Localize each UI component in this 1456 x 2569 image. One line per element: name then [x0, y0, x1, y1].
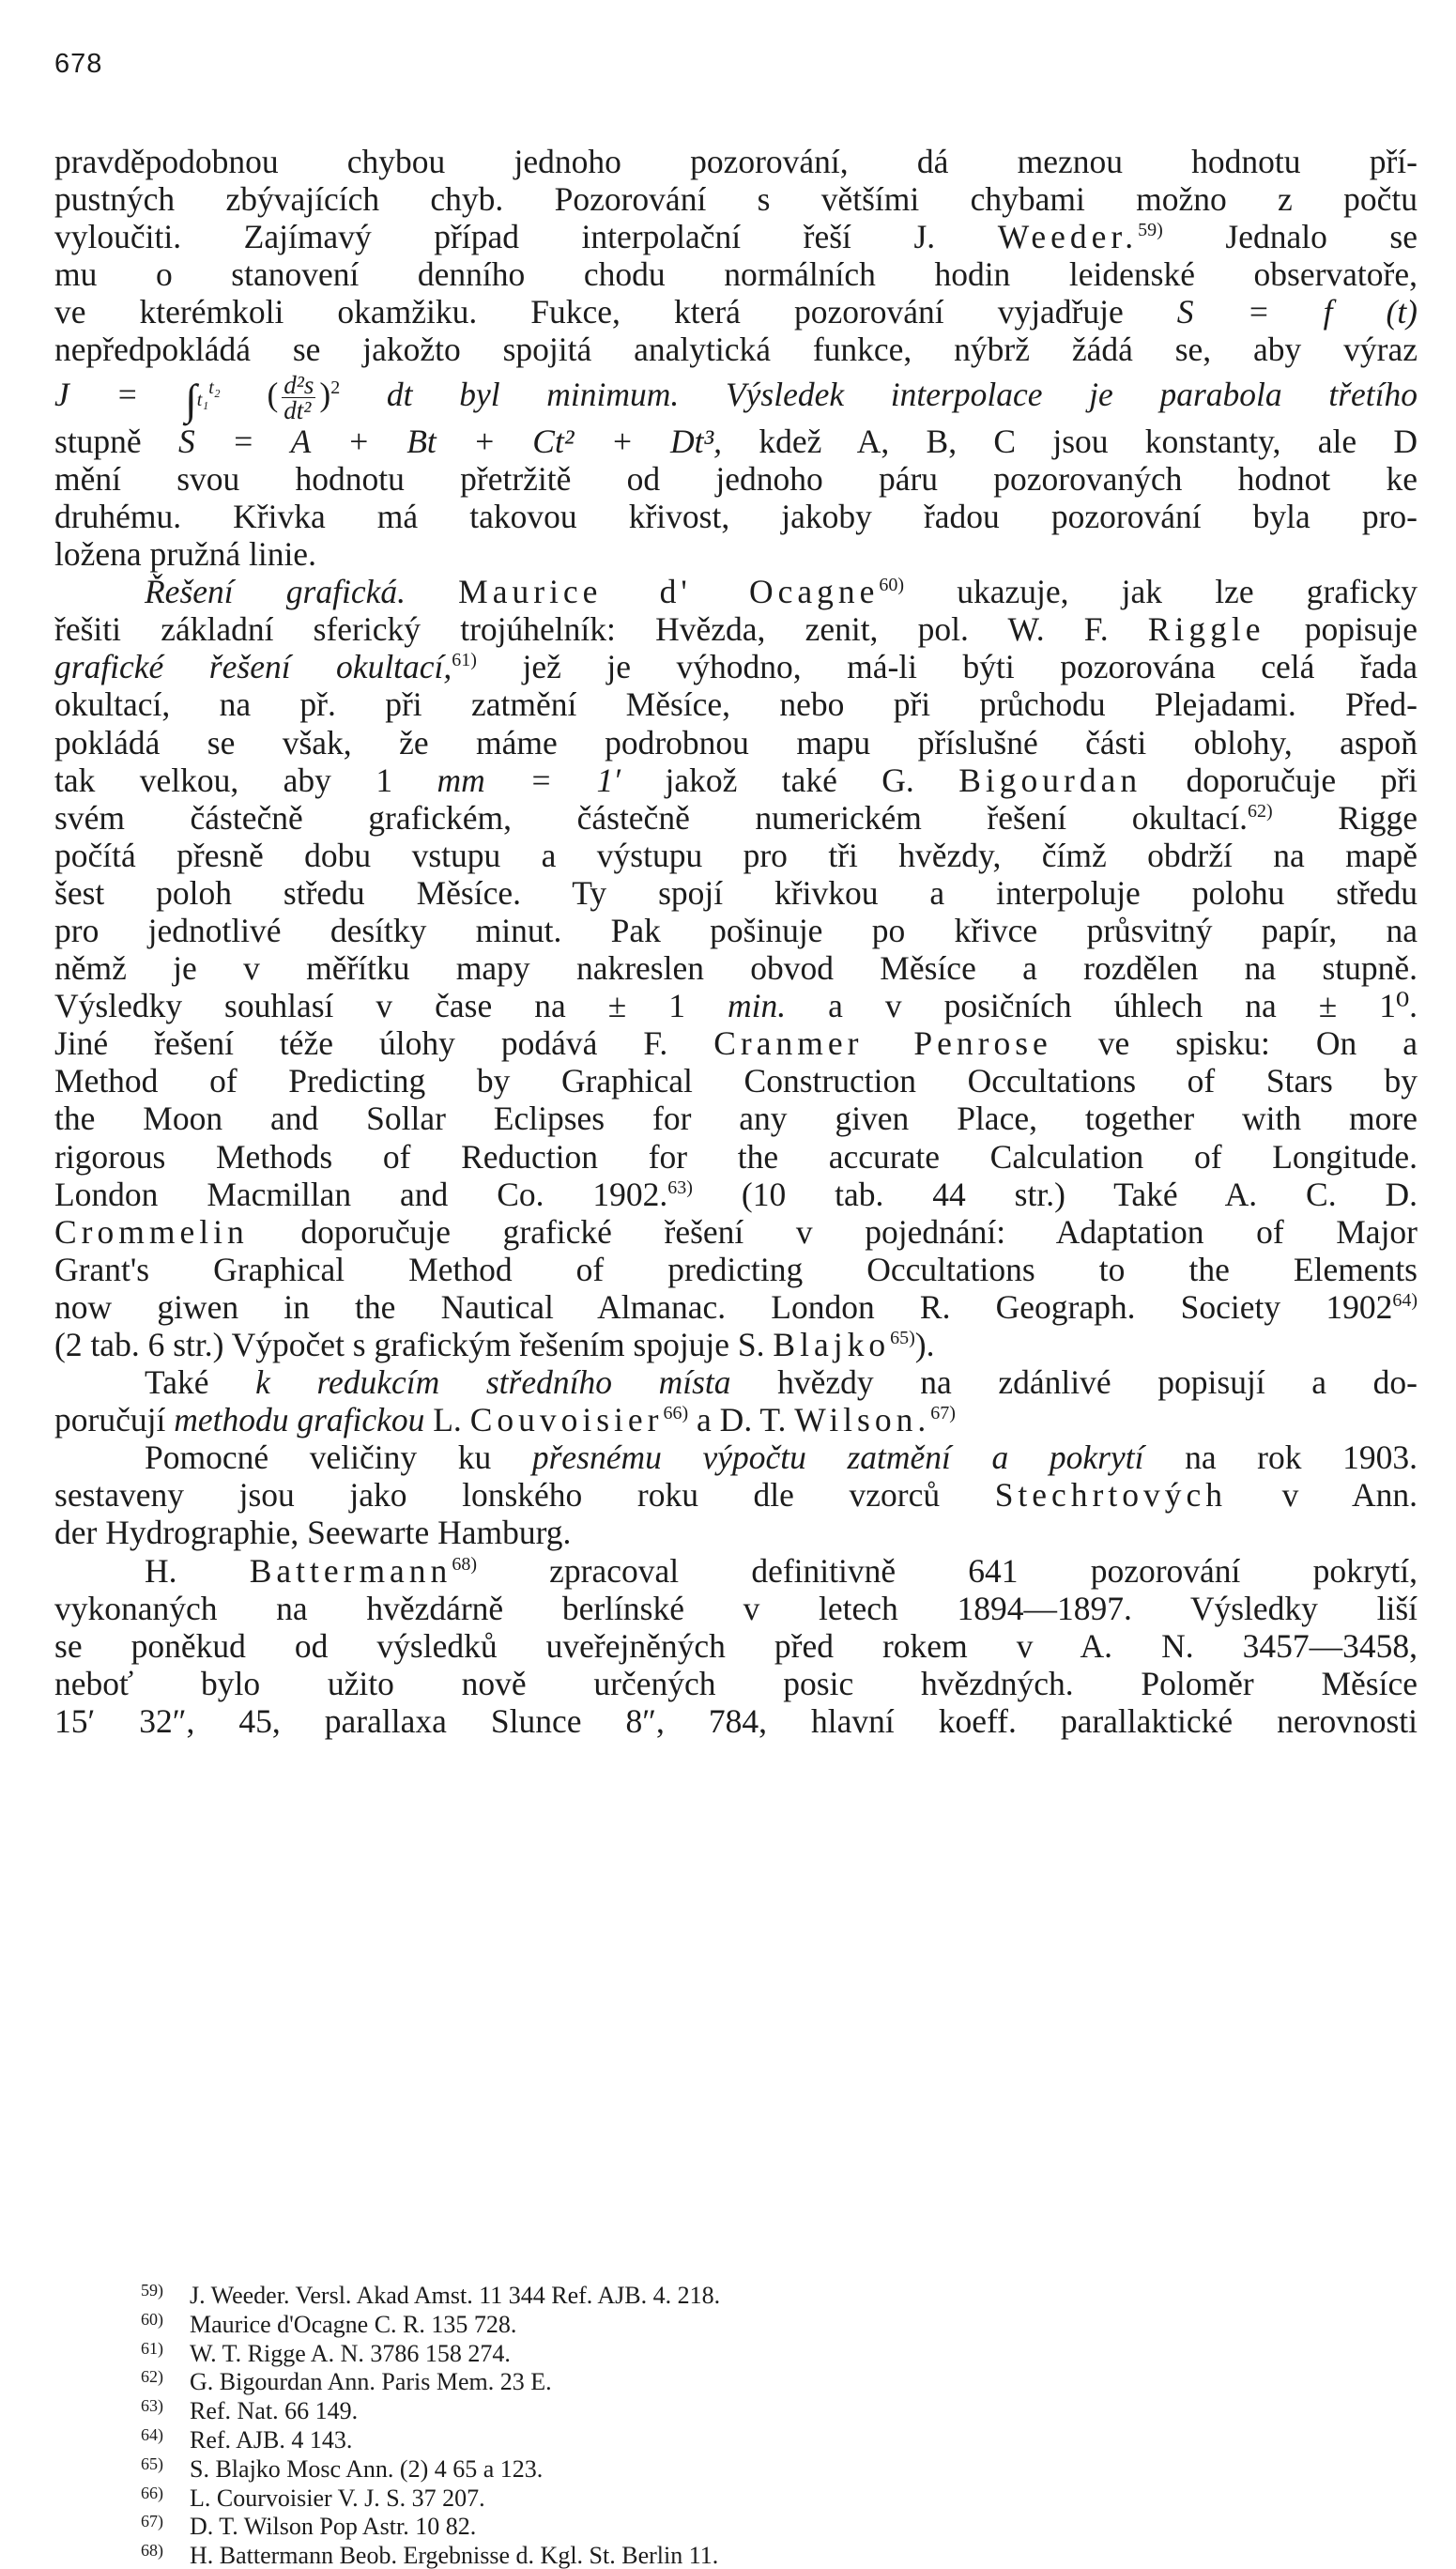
footnote: 59) J. Weeder. Versl. Akad Amst. 11 344 Ref. AJB. 4. 218. — [141, 2281, 721, 2309]
text-line: němž je v měřítku mapy nakreslen obvod Měsíce a rozdělen na stupně. — [54, 949, 1418, 988]
text-line: H. Battermann$^{68)}$ zpracoval definitivně 641 pozorování pokrytí, — [145, 1551, 1418, 1590]
text-line: mu o stanovení denního chodu normálních hodin leidenské observatoře, — [54, 255, 1418, 294]
text-line: pokládá se však, že máme podrobnou mapu příslušné části oblohy, aspoň — [54, 723, 1418, 761]
text-line: řešiti základní sferický trojúhelník: Hvězda, zenit, pol. W. F. Riggle popisuje — [54, 610, 1418, 649]
text-line: rigorous Methods of Reduction for the accurate Calculation of Longitude. — [54, 1137, 1418, 1176]
text-line: the Moon and Sollar Eclipses for any given Place, together with more — [54, 1100, 1418, 1138]
text-line: 15′ 32″, 45, parallaxa Slunce 8″, 784, hlavní koeff. parallaktické nerovnosti — [54, 1701, 1418, 1740]
text-line: pustných zbývajících chyb. Pozorování s většími chybami možno z počtu — [54, 180, 1418, 219]
text-line: ve kterémkoli okamžiku. Fukce, která pozorování vyjadřuje S = f (t) — [54, 293, 1418, 331]
footnote: 61) W. T. Rigge A. N. 3786 158 274. — [141, 2338, 511, 2367]
footnote: 66) L. Courvoisier V. J. S. 37 207. — [141, 2483, 485, 2512]
text-line: London Macmillan and Co. 1902.$^{63)}$ (10 tab. 44 str.) Také A. C. D. — [54, 1175, 1418, 1213]
footnote: 68) H. Battermann Beob. Ergebnisse d. Kgl. St. Berlin 11. — [141, 2541, 719, 2569]
text-line: Method of Predicting by Graphical Construction Occultations of Stars by — [54, 1062, 1418, 1100]
formula-inline: S = f (t) — [1176, 293, 1418, 331]
text-line: (2 tab. 6 str.) Výpočet s grafickým řešením spojuje S. Blajko$^{65)}$). — [54, 1326, 935, 1363]
text-line: vyloučiti. Zajímavý případ interpolační řeší J. Weeder.$^{59)}$ Jednalo se — [54, 218, 1418, 256]
text-line: poručují methodu grafickou L. Couvoisier$^{66)}$ a D. T. Wilson.$^{67)}$ — [54, 1401, 956, 1439]
text-line: sestaveny jsou jako lonského roku dle vzorců Stechrtových v Ann. — [54, 1476, 1418, 1515]
footnotes — [141, 2279, 1314, 2568]
text-line: Také k redukcím středního místa hvězdy na zdánlivé popisují a do- — [145, 1363, 1418, 1402]
text-line: okultací, na př. při zatmění Měsíce, nebo při průchodu Plejadami. Před- — [54, 685, 1418, 724]
footnote: 65) S. Blajko Mosc Ann. (2) 4 65 a 123. — [141, 2454, 544, 2483]
text-line: Jiné řešení téže úlohy podává F. Cranmer Penrose ve spisku: On a — [54, 1024, 1418, 1063]
text-line: mění svou hodnotu přetržitě od jednoho páru pozorovaných hodnot ke — [54, 459, 1418, 498]
text-line: der Hydrographie, Seewarte Hamburg. — [54, 1514, 572, 1552]
text-line: Pomocné veličiny ku přesnému výpočtu zatmění a pokrytí na rok 1903. — [145, 1438, 1418, 1477]
integral-sign: ∫ — [185, 376, 197, 424]
text-line: neboť bylo užito nově určených posic hvězdných. Poloměr Měsíce — [54, 1664, 1418, 1702]
text-line: Výsledky souhlasí v čase na ± 1 min. a v posičních úhlech na ± 1⁰. — [54, 987, 1418, 1025]
text-line: pro jednotlivé desítky minut. Pak pošinuje po křivce průsvitný papír, na — [54, 911, 1418, 949]
text-line: tak velkou, aby 1 mm = 1′ jakož také G. Bigourdan doporučuje při — [54, 761, 1418, 799]
body-text — [54, 143, 1418, 1740]
text-line: Crommelin doporučuje grafické řešení v pojednání: Adaptation of Major — [54, 1212, 1418, 1251]
page-number: 678 — [54, 49, 103, 79]
text-line: šest poloh středu Měsíce. Ty spojí křivkou a interpoluje polohu středu — [54, 873, 1418, 912]
text-line: svém částečně grafickém, částečně numerickém řešení okultací.$^{62)}$ Rigge — [54, 798, 1418, 837]
footnote: 62) G. Bigourdan Ann. Paris Mem. 23 E. — [141, 2367, 552, 2396]
footnote: 64) Ref. AJB. 4 143. — [141, 2424, 353, 2454]
text-line: stupně S = A + Bt + Ct² + Dt³, kdež A, B, C jsou konstanty, ale D — [54, 422, 1418, 460]
text-line: vykonaných na hvězdárně berlínské v letech 1894—1897. Výsledky liší — [54, 1589, 1418, 1627]
text-line: počítá přesně dobu vstupu a výstupu pro tři hvězdy, čímž obdrží na mapě — [54, 836, 1418, 874]
footnote: 67) D. T. Wilson Pop Astr. 10 82. — [141, 2512, 477, 2541]
footnote: 60) Maurice d'Ocagne C. R. 135 728. — [141, 2309, 517, 2338]
text-line: Řešení grafická. Maurice d' Ocagne$^{60)}$ ukazuje, jak lze graficky — [145, 573, 1418, 611]
text-line: pravděpodobnou chybou jednoho pozorování, dá meznou hodnotu pří- — [54, 143, 1418, 180]
text-line: now giwen in the Nautical Almanac. London R. Geograph. Society 1902$^{64)}$ — [54, 1287, 1418, 1326]
text-line: grafické řešení okultací,$^{61)}$ jež je výhodno, má-li býti pozorována celá řada — [54, 648, 1418, 686]
text-line: se poněkud od výsledků uveřejněných před rokem v A. N. 3457—3458, — [54, 1626, 1418, 1665]
text-line: druhému. Křivka má takovou křivost, jakoby řadou pozorování byla pro- — [54, 497, 1418, 535]
text-line: ložena pružná linie. — [54, 535, 316, 574]
author-name: Weeder. — [997, 218, 1139, 256]
text-line: nepředpokládá se jakožto spojitá analytická funkce, nýbrž žádá se, aby výraz — [54, 331, 1418, 369]
fraction: $\frac{\text{d²s}}{\text{dt²}}$ — [284, 370, 314, 424]
text-line: Grant's Graphical Method of predicting Occultations to the Elements — [54, 1250, 1418, 1288]
formula-line: J = ∫t₁$^{t_2}$ ( $\frac{\text{d²s}}{\text{dt²}}$ )$^2$ dt byl minimum. Výsledek interpolace je parabola třetího — [54, 370, 1418, 424]
footnote: 63) Ref. Nat. 66 149. — [141, 2396, 359, 2425]
